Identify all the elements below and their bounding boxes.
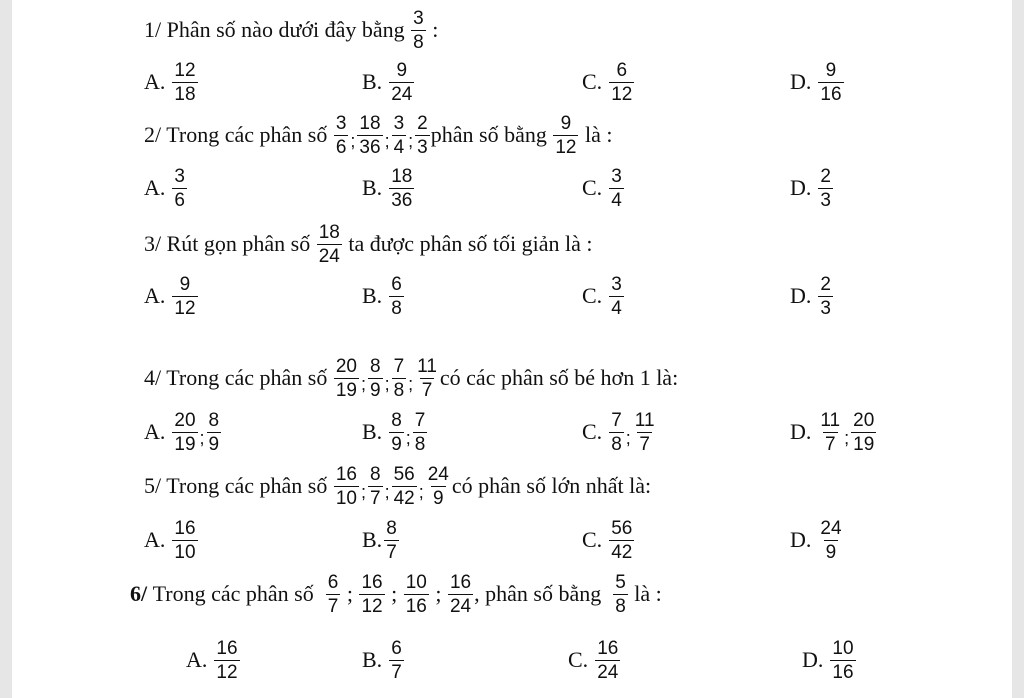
- fraction: $\frac{16}{10}$: [335, 463, 357, 509]
- fraction: $\frac{24}{9}$: [820, 517, 842, 563]
- question-1-option-a[interactable]: [144, 58, 199, 106]
- fraction: $\frac{2}{3}$: [820, 273, 831, 319]
- option-label: A.: [144, 69, 166, 94]
- fraction: $\frac{6}{12}$: [611, 59, 633, 105]
- option-label: B.: [362, 419, 383, 444]
- fraction: $\frac{16}{12}$: [216, 637, 238, 683]
- option-label: A.: [144, 527, 166, 552]
- fraction: $\frac{18}{36}$: [359, 112, 381, 158]
- option-label: A.: [186, 647, 208, 672]
- question-1-target-fraction: $\frac{3}{8}$: [413, 7, 424, 53]
- page-margin-right: [1012, 0, 1024, 698]
- option-label: A.: [144, 283, 166, 308]
- question-6-option-a[interactable]: [186, 636, 241, 684]
- question-2-text: 2/ Trong các phân số: [144, 122, 328, 147]
- question-6-number: 6/: [130, 581, 148, 606]
- question-4: 4/ Trong các phân số $\frac{20}{19}$ ; $\frac{8}{9}$ ; $\frac{7}{8}$ ; $\frac{11}{7}$ có các phân số bé hơn 1 là:: [144, 355, 679, 401]
- question-3-option-b[interactable]: [362, 272, 405, 320]
- question-3-option-d[interactable]: [790, 272, 834, 320]
- option-label: B.: [362, 175, 383, 200]
- fraction: $\frac{8}{9}$: [208, 409, 220, 455]
- fraction: $\frac{16}{24}$: [449, 571, 472, 617]
- fraction: $\frac{6}{8}$: [391, 273, 402, 319]
- option-label: D.: [802, 647, 824, 672]
- fraction: $\frac{18}{36}$: [391, 165, 413, 211]
- option-label: C.: [582, 419, 603, 444]
- fraction: $\frac{12}{18}$: [174, 59, 196, 105]
- fraction: $\frac{20}{19}$: [174, 409, 196, 455]
- question-1-text: 1/ Phân số nào dưới đây bằng: [144, 17, 405, 42]
- fraction: $\frac{7}{8}$: [393, 355, 405, 401]
- fraction: $\frac{16}{12}$: [361, 571, 383, 617]
- fraction: $\frac{3}{4}$: [611, 165, 622, 211]
- question-5-option-d[interactable]: [790, 516, 845, 564]
- fraction: $\frac{11}{7}$: [634, 409, 655, 455]
- question-6-option-b[interactable]: [362, 636, 405, 684]
- fraction: $\frac{8}{7}$: [369, 463, 381, 509]
- option-label: B.: [362, 69, 383, 94]
- question-3: 3/ Rút gọn phân số $\frac{18}{24}$ ta được phân số tối giản là :: [144, 221, 593, 267]
- fraction: $\frac{3}{4}$: [393, 112, 405, 158]
- fraction: $\frac{2}{3}$: [820, 165, 831, 211]
- question-1-option-b[interactable]: [362, 58, 415, 106]
- fraction: $\frac{11}{7}$: [417, 355, 437, 401]
- fraction: $\frac{6}{7}$: [391, 637, 402, 683]
- question-3-text: 3/ Rút gọn phân số: [144, 231, 311, 256]
- option-label: B.: [362, 647, 383, 672]
- fraction: $\frac{11}{7}$: [820, 409, 841, 455]
- fraction: $\frac{6}{7}$: [327, 571, 339, 617]
- option-label: D.: [790, 419, 812, 444]
- option-label: D.: [790, 175, 812, 200]
- question-6-option-d[interactable]: [802, 636, 857, 684]
- fraction: $\frac{7}{8}$: [611, 409, 622, 455]
- option-label: A.: [144, 419, 166, 444]
- fraction: $\frac{9}{12}$: [174, 273, 196, 319]
- question-6-option-c[interactable]: [568, 636, 621, 684]
- question-5-option-b[interactable]: [362, 516, 400, 564]
- fraction: $\frac{10}{16}$: [405, 571, 427, 617]
- fraction: $\frac{24}{9}$: [427, 463, 449, 509]
- question-4-option-b[interactable]: B. $\frac{8}{9}$ ; $\frac{7}{8}$: [362, 409, 426, 455]
- fraction: $\frac{2}{3}$: [417, 112, 428, 158]
- fraction: $\frac{8}{9}$: [369, 355, 381, 401]
- option-label: C.: [582, 69, 603, 94]
- question-4-option-d[interactable]: D. $\frac{11}{7}$ ; $\frac{20}{19}$: [790, 409, 875, 455]
- question-6-target-fraction: $\frac{5}{8}$: [615, 571, 626, 617]
- fraction: $\frac{3}{6}$: [174, 165, 185, 211]
- fraction: $\frac{9}{16}$: [820, 59, 842, 105]
- question-1-option-c[interactable]: [582, 58, 635, 106]
- fraction: $\frac{3}{6}$: [335, 112, 347, 158]
- option-label: C.: [582, 527, 603, 552]
- question-4-option-c[interactable]: C. $\frac{7}{8}$ ; $\frac{11}{7}$: [582, 409, 655, 455]
- fraction: $\frac{20}{19}$: [335, 355, 357, 401]
- question-6: 6/ Trong các phân số $\frac{6}{7}$ ; $\frac{16}{12}$ ; $\frac{10}{16}$ ; $\frac{16}{24}$ , phân số bằng $\frac{5}{8}$ là :: [130, 571, 662, 617]
- fraction: $\frac{3}{4}$: [611, 273, 622, 319]
- question-2-option-c[interactable]: [582, 164, 625, 212]
- question-5: 5/ Trong các phân số $\frac{16}{10}$ ; $\frac{8}{7}$ ; $\frac{56}{42}$ ; $\frac{24}{9}$ có phân số lớn nhất là:: [144, 463, 652, 509]
- question-2-target-fraction: $\frac{9}{12}$: [555, 112, 577, 158]
- option-label: D.: [790, 527, 812, 552]
- option-label: D.: [790, 69, 812, 94]
- question-3-option-c[interactable]: [582, 272, 625, 320]
- question-1: 1/ Phân số nào dưới đây bằng $\frac{3}{8}$ :: [144, 7, 439, 53]
- fraction: $\frac{16}{10}$: [174, 517, 196, 563]
- option-label: B.: [362, 527, 383, 552]
- option-label: C.: [582, 175, 603, 200]
- question-3-option-a[interactable]: [144, 272, 199, 320]
- question-2-option-b[interactable]: [362, 164, 415, 212]
- question-2: 2/ Trong các phân số $\frac{3}{6}$ ; $\frac{18}{36}$ ; $\frac{3}{4}$ ; $\frac{2}{3}$ phân số bằng $\frac{9}{12}$ là :: [144, 112, 613, 158]
- option-label: D.: [790, 283, 812, 308]
- question-2-option-a[interactable]: [144, 164, 188, 212]
- question-1-option-d[interactable]: [790, 58, 845, 106]
- option-label: B.: [362, 283, 383, 308]
- question-4-text: 4/ Trong các phân số: [144, 365, 328, 390]
- question-6-text: Trong các phân số: [152, 581, 314, 606]
- fraction: $\frac{9}{24}$: [391, 59, 413, 105]
- option-label: C.: [568, 647, 589, 672]
- page-margin-left: [0, 0, 12, 698]
- question-5-option-c[interactable]: [582, 516, 635, 564]
- fraction: $\frac{7}{8}$: [414, 409, 426, 455]
- question-4-option-a[interactable]: A. $\frac{20}{19}$ ; $\frac{8}{9}$: [144, 409, 220, 455]
- fraction: $\frac{56}{42}$: [611, 517, 633, 563]
- fraction: $\frac{16}{24}$: [597, 637, 619, 683]
- option-label: A.: [144, 175, 166, 200]
- fraction: $\frac{8}{9}$: [391, 409, 402, 455]
- fraction: $\frac{8}{7}$: [386, 517, 397, 563]
- question-2-option-d[interactable]: [790, 164, 834, 212]
- question-3-target-fraction: $\frac{18}{24}$: [318, 221, 340, 267]
- fraction: $\frac{10}{16}$: [832, 637, 854, 683]
- fraction: $\frac{20}{19}$: [853, 409, 875, 455]
- option-label: C.: [582, 283, 603, 308]
- fraction: $\frac{56}{42}$: [393, 463, 415, 509]
- question-5-text: 5/ Trong các phân số: [144, 473, 328, 498]
- question-5-option-a[interactable]: [144, 516, 199, 564]
